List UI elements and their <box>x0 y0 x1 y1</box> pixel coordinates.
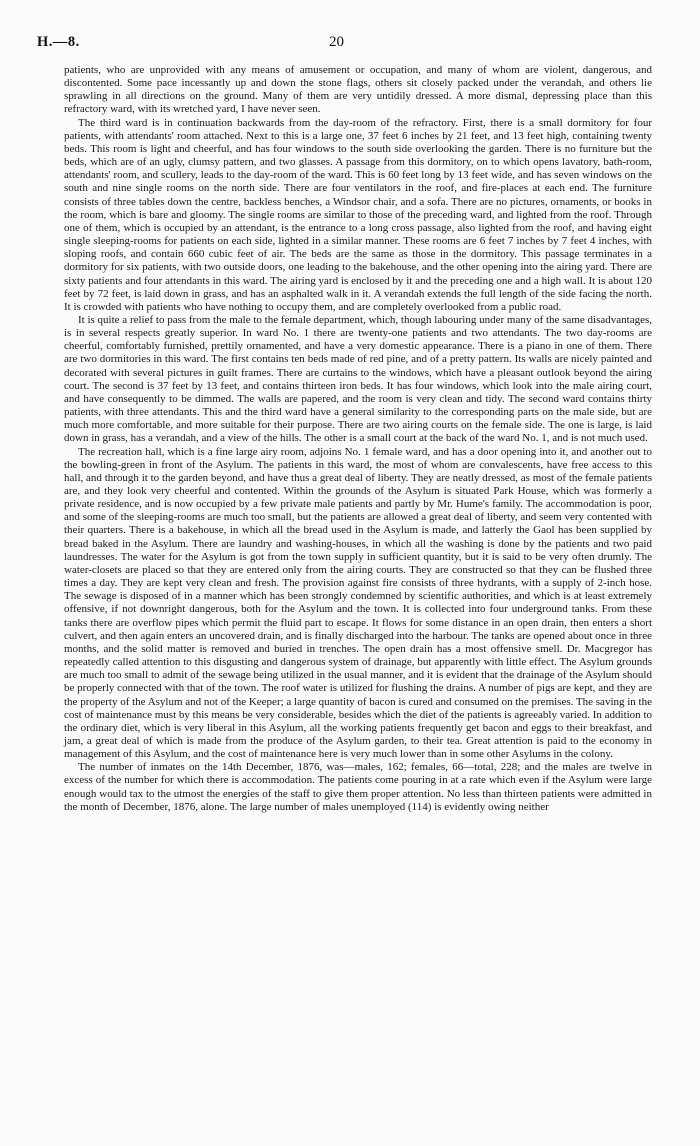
document-reference: H.—8. <box>37 34 80 50</box>
paragraph-female-department: It is quite a relief to pass from the male to the female department, which, though labouring under many of the same disadvantages, is in several respects greatly superior. In ward No. 1 there are twenty-one patients and two attendants. The two day-rooms are cheerful, comfortably furnished, prettily ornamented, and have a very domestic appearance. There is a piano in one of them. There are two dormitories in this ward. The first contains ten beds made of red pine, and of a pretty pattern. Its walls are nicely painted and decorated with several pictures in guilt frames. There are curtains to the windows, which have a pleasant outlook beyond the airing court. The second is 37 feet by 13 feet, and contains thirteen iron beds. It has four windows, which look into the male airing court, and have consequently to be dimmed. The walls are papered, and the room is very clean and tidy. The second ward contains thirty patients, with three attendants. This and the third ward have a general similarity to the corresponding parts on the male side, but are much more comfortable, and more suitable for their purpose. There are two airing courts on the female side. The one is large, is laid down in grass, has a verandah, and a view of the hills. The other is a small court at the back of the ward No. 1, and is not much used. <box>64 313 652 445</box>
paragraph-third-ward: The third ward is in continuation backwards from the day-room of the refractory. First, there is a small dormitory for four patients, with attendants' room attached. Next to this is a large one, 37 feet 6 inches by 21 feet, and 13 feet high, containing twenty beds. This room is light and cheerful, and has four windows to the south side overlooking the garden. There is no furniture but the beds, which are of an ugly, clumsy pattern, and two glasses. A passage from this dormitory, on to which opens lavatory, bath-room, attendants' room, and scullery, leads to the day-room of the ward. This is 60 feet long by 13 feet wide, and has seven windows on the south and nine single rooms on the north side. There are four ventilators in the roof, and fire-places at each end. The furniture consists of three tables down the centre, backless benches, a Windsor chair, and a sofa. There are no pictures, ornaments, or books in the room, which is bare and gloomy. The single rooms are similar to those of the preceding ward, and lighted from the roof. Through one of them, which is occupied by an attendant, is the entrance to a long cross passage, also lighted from the roof, and having eight single sleeping-rooms for patients on each side, lighted in a similar manner. These rooms are 6 feet 7 inches by 7 feet 4 inches, with sloping roofs, and contain 660 cubic feet of air. The beds are the same as those in the dormitory. This passage terminates in a dormitory for six patients, with two outside doors, one leading to the bakehouse, and the other opening into the airing yard. There are sixty patients and four attendants in this ward. The airing yard is enclosed by it and the preceding one and a high wall. It is about 120 feet by 72 feet, is laid down in grass, and has an asphalted walk in it. A verandah extends the full length of the side facing the north. It is crowded with patients who have nothing to occupy them, and are completely overlooked from a public road. <box>64 116 652 313</box>
page-number: 20 <box>329 34 344 50</box>
paragraph-continuation: patients, who are unprovided with any means of amusement or occupation, and many of whom are violent, dangerous, and discontented. Some pace incessantly up and down the stone flags, others sit closely packed under the verandah, and others lie sprawling in all directions on the ground. Many of them are very untidily dressed. A more dismal, depressing place than this refractory ward, with its wretched yard, I have never seen. <box>64 64 652 116</box>
paragraph-recreation-hall: The recreation hall, which is a fine large airy room, adjoins No. 1 female ward, and has a door opening into it, and another out to the bowling-green in front of the Asylum. The patients in this ward, the most of whom are convalescents, have free access to this hall, and through it to the garden beyond, and have thus a great deal of liberty. They are neatly dressed, as most of the female patients are, and they look very cheerful and contented. Within the grounds of the Asylum is situated Park House, which was formerly a private residence, and is now occupied by a few private male patients and partly by Mr. Hume's family. The accommodation is poor, and some of the sleeping-rooms are much too small, but the patients are allowed a great deal of liberty, and seem very contented with their quarters. There is a bakehouse, in which all the bread used in the Asylum is made, and latterly the Gaol has been supplied by bread baked in the Asylum. There are laundry and washing-houses, in which all the washing is done by the patients and two paid laundresses. The water for the Asylum is got from the town supply in sufficient quantity, but it is said to be very often drumly. The water-closets are placed so that they are entered only from the airing courts. They are constructed so that they can be flushed three times a day. They are kept very clean and fresh. The provision against fire consists of three hydrants, with a supply of 2-inch hose. The sewage is disposed of in a manner which has been strongly condemned by scientific authorities, and which is at least extremely offensive, if not downright dangerous, both for the Asylum and the town. It is collected into four underground tanks. From these tanks there are overflow pipes which permit the fluid part to escape. It flows for some distance in an open drain, then enters a short culvert, and then again enters an uncovered drain, and is finally discharged into the harbour. The tanks are opened about once in three months, and the solid matter is removed and buried in trenches. The open drain has a most offensive smell. Dr. Macgregor has repeatedly called attention to this disgusting and dangerous system of drainage, but apparently with little effect. The Asylum grounds are much too small to admit of the sewage being utilized in the usual manner, and it is evident that the drainage of the Asylum should be properly connected with that of the town. The roof water is utilized for flushing the drains. A number of pigs are kept, and they are the property of the Asylum and not of the Keeper; a large quantity of bacon is cured and consumed on the premises. The saving in the cost of maintenance must by this means be very considerable, besides which the diet of the patients is agreeably varied. In addition to the ordinary diet, which is very liberal in this Asylum, all the working patients frequently get bacon and eggs to their breakfast, and jam, a great deal of which is made from the produce of the Asylum garden, to their tea. Great attention is paid to the economy in management of this Asylum, and the cost of maintenance here is very much lower than in some other Asylums in the colony. <box>64 445 652 761</box>
paragraph-number-of-inmates: The number of inmates on the 14th December, 1876, was—males, 162; females, 66—total, 228; and the males are twelve in excess of the number for which there is accommodation. The patients come pouring in at a rate which even if the Asylum were large enough would tax to the utmost the energies of the staff to give them proper attention. No less than thirteen patients were admitted in the month of December, 1876, alone. The large number of males unemployed (114) is evidently owing neither <box>64 761 652 813</box>
body-text <box>64 64 652 814</box>
